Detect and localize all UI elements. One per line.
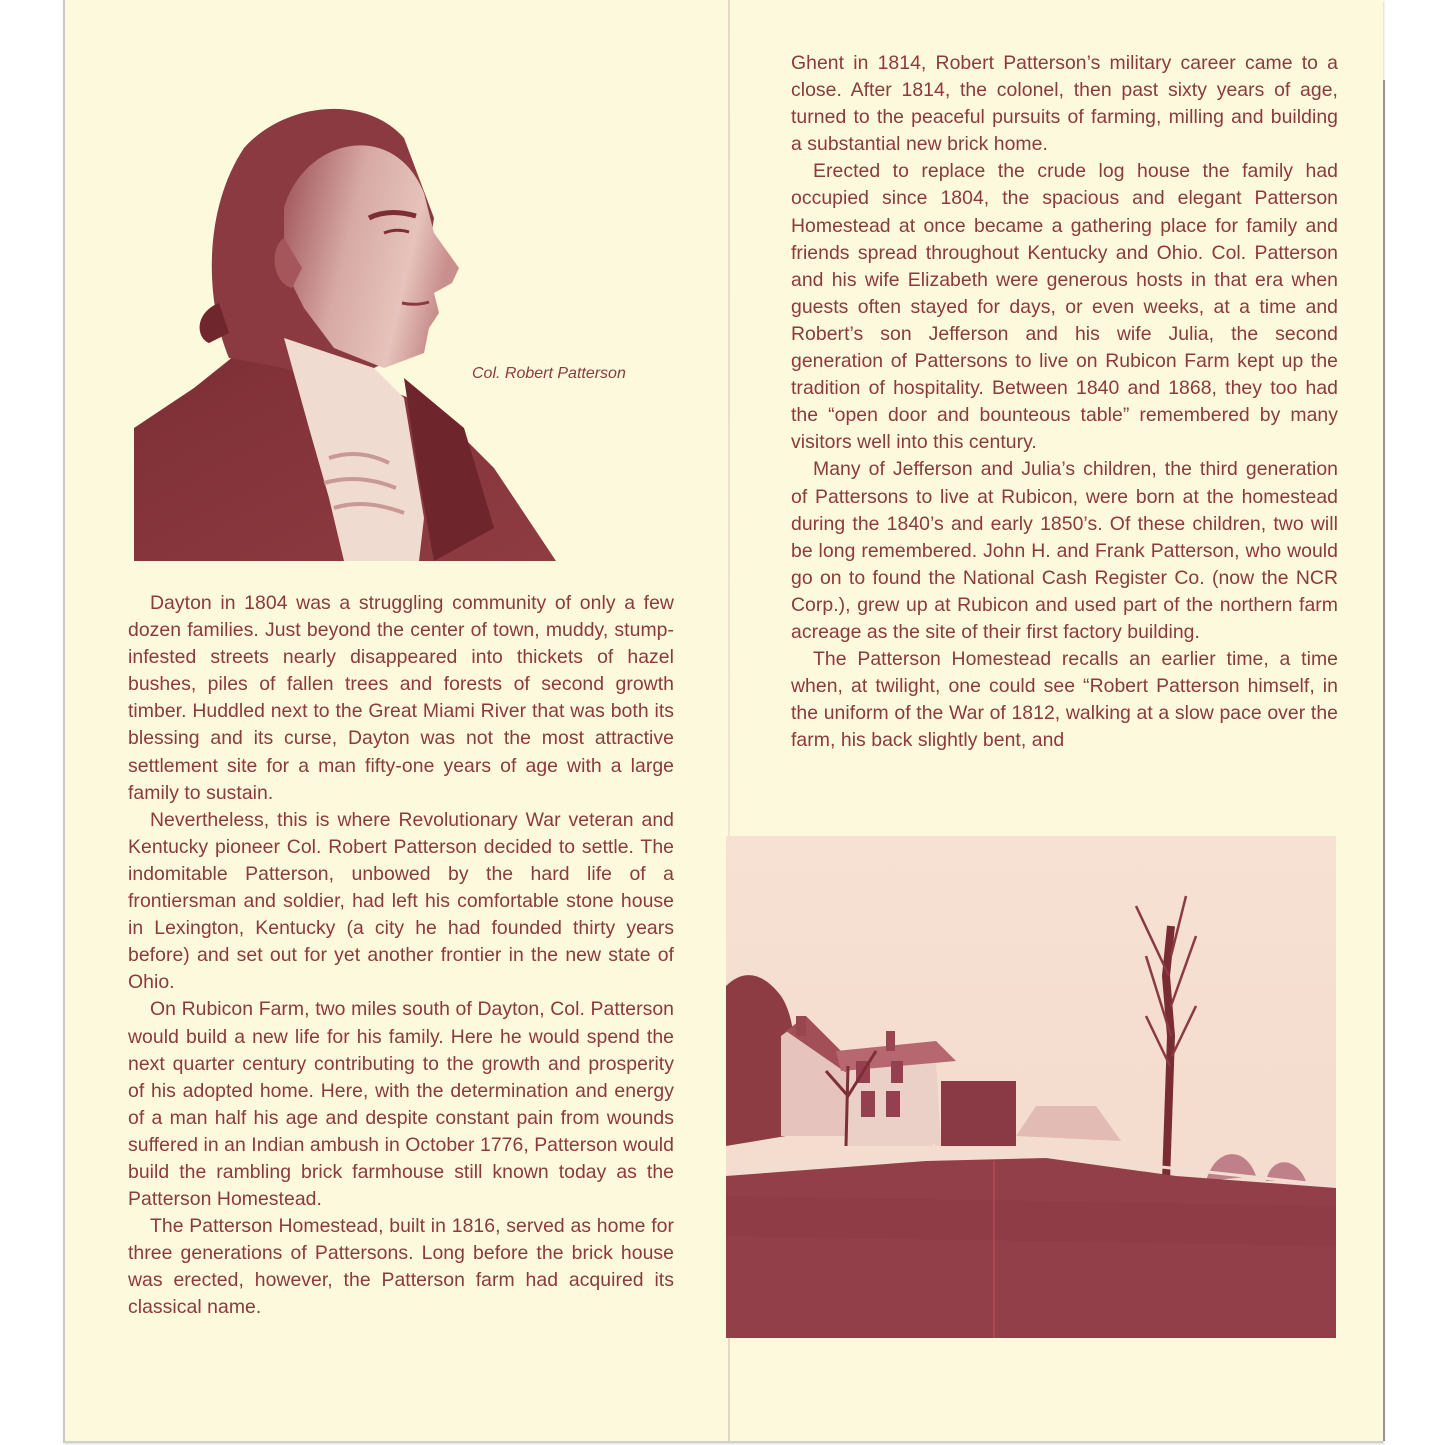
paragraph: Dayton in 1804 was a struggling community of only a few dozen families. Just beyond the center of town, muddy, stump-infested streets nearly disappeared into thickets of hazel bushes, piles of fallen trees and forests of second growth timber. Huddled next to the Great Miami River that was both its blessing and its curse, Dayton was not the most attractive settlement site for a man fifty-one years of age with a large family to sustain. bbox=[128, 592, 674, 804]
left-text-column bbox=[128, 590, 674, 1322]
paper-edge bbox=[1383, 80, 1385, 1441]
paragraph: Nevertheless, this is where Revolutionary War veteran and Kentucky pioneer Col. Robert Patterson decided to settle. The indomitable Patterson, unbowed by the hard life of a frontiersman and soldier, had left his comfortable stone house in Lexington, Kentucky (a city he had founded thirty years before) and set out for yet another frontier in the new state of Ohio. bbox=[128, 808, 674, 994]
portrait-caption: Col. Robert Patterson bbox=[472, 365, 626, 382]
right-text-column bbox=[791, 50, 1338, 754]
paragraph: Many of Jefferson and Julia’s children, the third generation of Pattersons to live at Rubicon, were born at the homestead during the 1840’s and early 1850’s. Of these children, two will be long remembered. John H. and Frank Patterson, who would go on to found the National Cash Register Co. (now the NCR Corp.), grew up at Rubicon and used part of the northern farm acreage as the site of their first factory building. bbox=[791, 458, 1338, 643]
paragraph: The Patterson Homestead, built in 1816, served as home for three generations of Pattersons. Long before the brick house was erected, however, the Patterson farm had acquired its classical name. bbox=[128, 1215, 674, 1319]
paragraph: Erected to replace the crude log house the family had occupied since 1804, the spacious and elegant Patterson Homestead at once became a gathering place for family and friends spread throughout Kentucky and Ohio. Col. Patterson and his wife Elizabeth were generous hosts in that era when guests often stayed for days, or even weeks, at a time and Robert’s son Jefferson and his wife Julia, the second generation of Pattersons to live on Rubicon Farm kept up the tradition of hospitality. Between 1840 and 1868, they too had the “open door and bounteous table” remembered by many visitors well into this century. bbox=[791, 160, 1338, 454]
portrait-image bbox=[134, 98, 556, 561]
paragraph: The Patterson Homestead recalls an earlier time, a time when, at twilight, one could see “Robert Patterson himself, in the uniform of the War of 1812, walking at a slow pace over the farm, his back slightly bent, and bbox=[791, 648, 1338, 752]
paragraph: Ghent in 1814, Robert Patterson’s military career came to a close. After 1814, the colonel, then past sixty years of age, turned to the peaceful pursuits of farming, milling and building a substantial new brick home. bbox=[791, 52, 1338, 156]
paragraph: On Rubicon Farm, two miles south of Dayton, Col. Patterson would build a new life for his family. Here he would spend the next quarter century contributing to the growth and prosperity of his adopted home. Here, with the determination and energy of a man half his age and despite constant pain from wounds suffered in an Indian ambush in October 1776, Patterson would build the rambling brick farmhouse still known today as the Patterson Homestead. bbox=[128, 998, 674, 1211]
homestead-photo bbox=[726, 836, 1336, 1338]
